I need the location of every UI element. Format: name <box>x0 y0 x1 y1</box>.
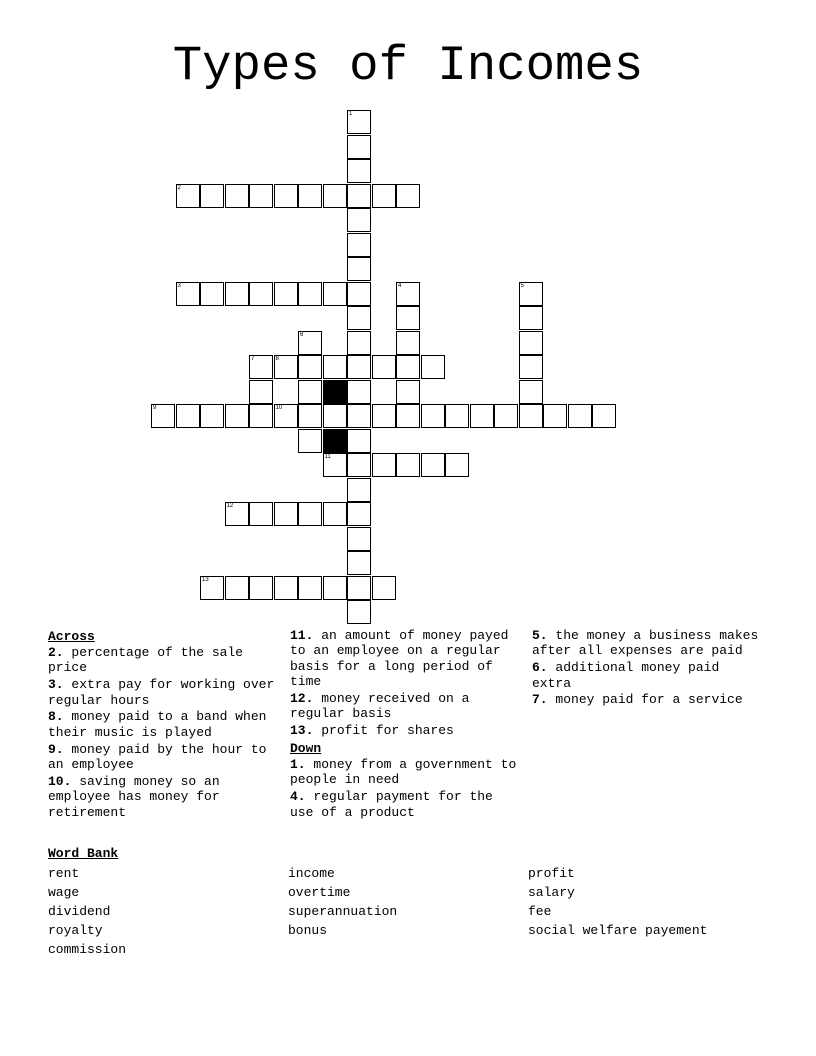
clue-text: additional money paid extra <box>532 660 720 691</box>
clue-number: 8. <box>48 709 64 725</box>
crossword-cell[interactable] <box>519 380 543 404</box>
clues-column-2 <box>290 628 522 821</box>
clue-across-11 <box>290 628 522 690</box>
clue-across-2 <box>48 645 280 676</box>
crossword-cell[interactable] <box>200 282 224 306</box>
crossword-cell[interactable] <box>225 576 249 600</box>
clue-text: money received on a regular basis <box>290 691 470 722</box>
cell-number: 4 <box>398 282 402 289</box>
crossword-cell[interactable] <box>372 184 396 208</box>
crossword-cell[interactable] <box>372 453 396 477</box>
crossword-cell[interactable] <box>200 404 224 428</box>
crossword-cell[interactable] <box>347 404 371 428</box>
crossword-cell[interactable] <box>347 306 371 330</box>
crossword-cell[interactable] <box>372 355 396 379</box>
down-heading: Down <box>290 741 322 757</box>
blocked-cell <box>323 380 347 404</box>
crossword-cell[interactable] <box>347 600 371 624</box>
page-title: Types of Incomes <box>172 38 644 94</box>
crossword-cell[interactable] <box>347 478 371 502</box>
crossword-cell[interactable] <box>421 453 445 477</box>
crossword-cell[interactable] <box>347 282 371 306</box>
clues-column-3 <box>532 628 764 709</box>
crossword-cell[interactable] <box>519 331 543 355</box>
crossword-cell[interactable] <box>298 331 322 355</box>
cell-number: 7 <box>251 356 255 362</box>
word-bank-heading: Word Bank <box>48 846 119 861</box>
cell-number: 3 <box>177 282 181 289</box>
clue-number: 6. <box>532 660 548 676</box>
cell-number: 13 <box>202 576 209 583</box>
crossword-cell[interactable] <box>519 404 543 428</box>
clue-across-8 <box>48 709 280 740</box>
word-bank-item: social welfare payement <box>528 923 708 938</box>
cell-number: 1 <box>349 111 353 117</box>
clue-text: the money a business makes after all expenses are paid <box>532 628 759 659</box>
crossword-cell[interactable] <box>396 404 420 428</box>
crossword-cell[interactable] <box>347 257 371 281</box>
crossword-cell[interactable] <box>298 404 322 428</box>
clue-text: regular payment for the use of a product <box>290 789 493 820</box>
crossword-cell[interactable] <box>200 184 224 208</box>
crossword-cell[interactable] <box>372 576 396 600</box>
word-bank-column-3 <box>528 864 707 940</box>
crossword-cell[interactable] <box>347 331 371 355</box>
crossword-cell[interactable] <box>323 576 347 600</box>
crossword-cell[interactable] <box>323 502 347 526</box>
cell-number: 2 <box>177 184 181 191</box>
crossword-cell[interactable] <box>519 282 543 306</box>
crossword-cell[interactable] <box>225 502 249 526</box>
clue-number: 9. <box>48 741 64 757</box>
crossword-cell[interactable] <box>347 502 371 526</box>
clue-number: 11. <box>290 628 314 643</box>
crossword-cell[interactable] <box>347 551 371 575</box>
crossword-cell[interactable] <box>298 355 322 379</box>
crossword-cell[interactable] <box>298 282 322 306</box>
word-bank-item: bonus <box>288 923 328 938</box>
crossword-cell[interactable] <box>274 355 298 379</box>
crossword-cell[interactable] <box>347 576 371 600</box>
crossword-cell[interactable] <box>396 331 420 355</box>
word-bank-item: superannuation <box>288 904 398 919</box>
crossword-cell[interactable] <box>249 184 273 208</box>
crossword-cell[interactable] <box>274 282 298 306</box>
crossword-cell[interactable] <box>323 404 347 428</box>
crossword-cell[interactable] <box>347 233 371 257</box>
clue-down-6 <box>532 660 764 691</box>
crossword-cell[interactable] <box>592 404 616 428</box>
crossword-cell[interactable] <box>347 110 371 134</box>
crossword-cell[interactable] <box>396 453 420 477</box>
crossword-cell[interactable] <box>396 380 420 404</box>
clue-number: 2. <box>48 645 64 660</box>
crossword-cell[interactable] <box>347 184 371 208</box>
crossword-cell[interactable] <box>323 453 347 477</box>
word-bank-item: overtime <box>288 885 351 900</box>
crossword-cell[interactable] <box>323 184 347 208</box>
crossword-cell[interactable] <box>519 306 543 330</box>
crossword-cell[interactable] <box>200 576 224 600</box>
clue-text: saving money so an employee has money for retirement <box>48 773 220 820</box>
clue-down-1 <box>290 757 522 788</box>
crossword-cell[interactable] <box>249 502 273 526</box>
crossword-cell[interactable] <box>347 429 371 453</box>
clue-text: profit for shares <box>321 723 454 739</box>
crossword-cell[interactable] <box>176 184 200 208</box>
clue-text: percentage of the sale price <box>48 645 244 676</box>
crossword-cell[interactable] <box>274 576 298 600</box>
clue-number: 4. <box>290 789 306 805</box>
crossword-cell[interactable] <box>396 355 420 379</box>
cell-number: 6 <box>300 331 304 338</box>
crossword-cell[interactable] <box>421 404 445 428</box>
clue-text: extra pay for working over regular hours <box>48 677 275 708</box>
crossword-cell[interactable] <box>494 404 518 428</box>
cell-number: 10 <box>275 405 283 411</box>
crossword-cell[interactable] <box>347 135 371 159</box>
crossword-cell[interactable] <box>176 282 200 306</box>
crossword-cell[interactable] <box>421 355 445 379</box>
crossword-cell[interactable] <box>347 527 371 551</box>
clue-across-12 <box>290 691 522 722</box>
crossword-cell[interactable] <box>225 282 249 306</box>
crossword-cell[interactable] <box>445 453 469 477</box>
crossword-cell[interactable] <box>298 184 322 208</box>
clue-number: 1. <box>290 757 306 773</box>
crossword-cell[interactable] <box>347 355 371 379</box>
cell-number: 5 <box>520 282 524 289</box>
clue-across-13 <box>290 723 522 738</box>
crossword-cell[interactable] <box>396 282 420 306</box>
across-heading: Across <box>48 629 95 644</box>
clue-text: money paid by the hour to an employee <box>48 741 267 773</box>
crossword-cell[interactable] <box>347 208 371 232</box>
cell-number: 12 <box>226 503 234 509</box>
clue-text: money paid for a service <box>555 692 743 708</box>
clue-down-4 <box>290 789 522 820</box>
crossword-cell[interactable] <box>249 380 273 404</box>
clue-text: money from a government to people in need <box>290 757 517 788</box>
word-bank-item: profit <box>528 866 575 881</box>
crossword-cell[interactable] <box>274 184 298 208</box>
clue-across-9 <box>48 742 280 773</box>
clue-across-10 <box>48 774 280 820</box>
crossword-cell[interactable] <box>298 380 322 404</box>
crossword-cell[interactable] <box>347 159 371 183</box>
crossword-cell[interactable] <box>323 355 347 379</box>
crossword-cell[interactable] <box>323 282 347 306</box>
crossword-cell[interactable] <box>274 502 298 526</box>
clue-number: 3. <box>48 677 64 693</box>
crossword-cell[interactable] <box>298 429 322 453</box>
crossword-cell[interactable] <box>298 576 322 600</box>
clue-text: an amount of money payed to an employee on a regular basis for a long period of time <box>290 628 509 690</box>
clue-number: 12. <box>290 691 314 707</box>
crossword-cell[interactable] <box>347 453 371 477</box>
crossword-cell[interactable] <box>543 404 567 428</box>
word-bank-item: dividend <box>48 904 111 919</box>
clue-across-3 <box>48 677 280 708</box>
clue-down-7 <box>532 692 764 707</box>
crossword-cell[interactable] <box>396 306 420 330</box>
crossword-cell[interactable] <box>298 502 322 526</box>
clue-number: 7. <box>532 692 548 708</box>
word-bank-item: rent <box>48 866 80 881</box>
blocked-cell <box>323 429 347 453</box>
crossword-cell[interactable] <box>176 404 200 428</box>
crossword-cell[interactable] <box>347 380 371 404</box>
word-bank-item: income <box>288 866 335 881</box>
clue-down-5 <box>532 628 764 659</box>
crossword-cell[interactable] <box>225 184 249 208</box>
word-bank-item: wage <box>48 885 80 900</box>
crossword-cell[interactable] <box>274 404 298 428</box>
crossword-cell[interactable] <box>396 184 420 208</box>
word-bank-item: royalty <box>48 923 103 938</box>
crossword-cell[interactable] <box>568 404 592 428</box>
word-bank-item: fee <box>528 904 552 919</box>
crossword-cell[interactable] <box>445 404 469 428</box>
crossword-cell[interactable] <box>249 576 273 600</box>
cell-number: 9 <box>153 405 157 411</box>
cell-number: 8 <box>275 356 279 362</box>
crossword-cell[interactable] <box>519 355 543 379</box>
crossword-cell[interactable] <box>151 404 175 428</box>
clues-column-1 <box>48 628 280 821</box>
word-bank-item: commission <box>48 942 127 957</box>
crossword-cell[interactable] <box>225 404 249 428</box>
word-bank-column-1 <box>48 864 126 959</box>
crossword-cell[interactable] <box>372 404 396 428</box>
crossword-cell[interactable] <box>249 404 273 428</box>
cell-number: 11 <box>324 454 331 460</box>
crossword-cell[interactable] <box>470 404 494 428</box>
word-bank-column-2 <box>288 864 397 940</box>
clue-number: 13. <box>290 723 314 739</box>
clue-text: money paid to a band when their music is played <box>48 709 267 740</box>
clue-number: 5. <box>532 628 548 643</box>
word-bank-item: salary <box>528 885 575 900</box>
crossword-cell[interactable] <box>249 355 273 379</box>
clue-number: 10. <box>48 773 72 789</box>
crossword-cell[interactable] <box>249 282 273 306</box>
